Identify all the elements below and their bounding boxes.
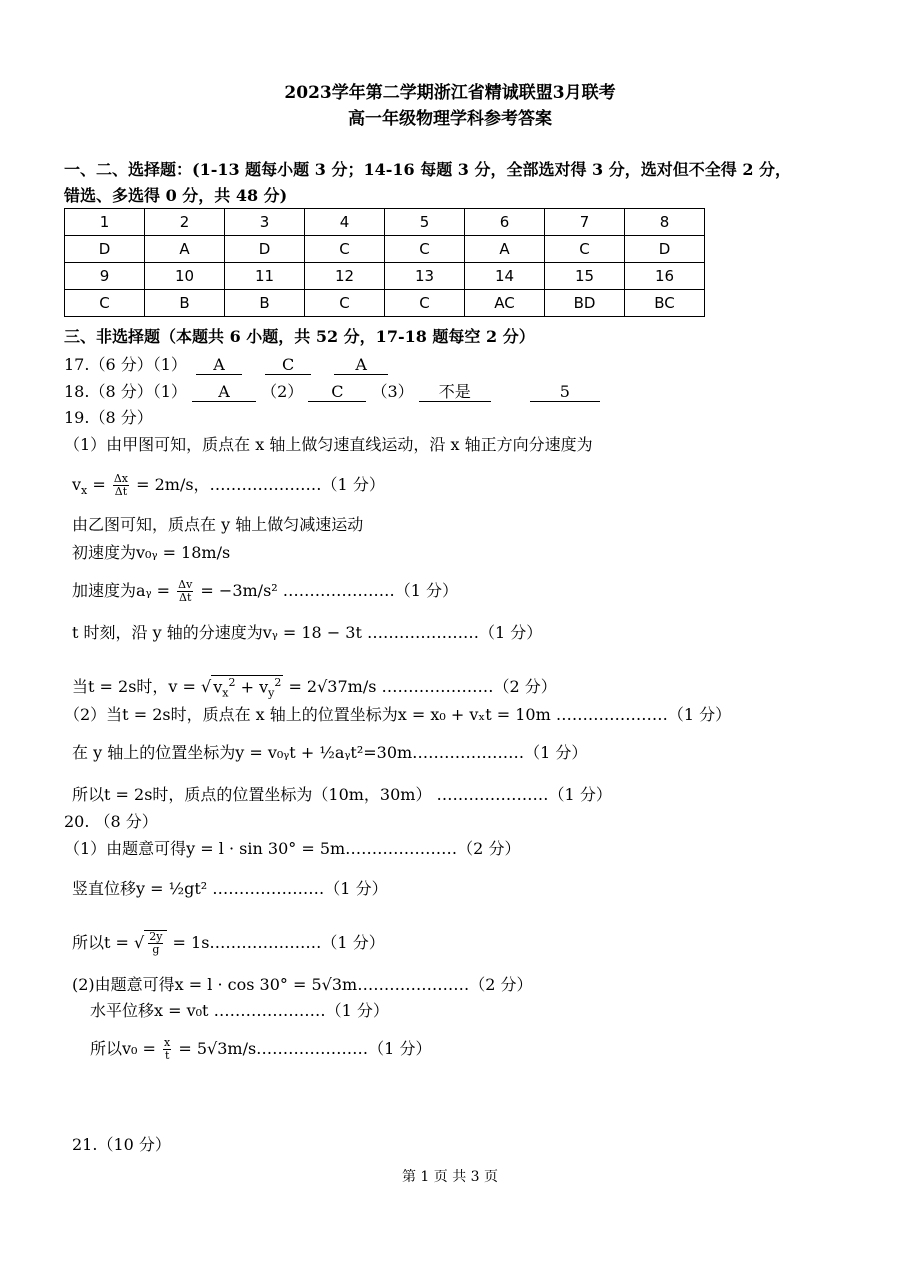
table-cell: B [145, 290, 225, 317]
q20-line-6-head: 所以v₀ = [90, 1039, 156, 1058]
q19-label: 19.（8 分） [64, 408, 153, 427]
table-cell: 10 [145, 263, 225, 290]
answer-table [64, 208, 705, 317]
section1-heading-line1: 一、二、选择题：(1-13 题每小题 3 分；14-16 每题 3 分，全部选对得 3 分，选对但不全得 2 分， [64, 160, 792, 179]
q20-line-2: 竖直位移y = ½gt² …………………（1 分） [72, 879, 388, 898]
fraction-dx-dt: $\frac{\Delta x}{\Delta t}$ [113, 472, 129, 498]
table-cell: 5 [385, 209, 465, 236]
section3-heading: 三、非选择题（本题共 6 小题，共 52 分，17-18 题每空 2 分） [64, 327, 535, 346]
table-cell: 14 [465, 263, 545, 290]
table-cell: 6 [465, 209, 545, 236]
q19-line-7 [72, 674, 557, 699]
table-row [65, 209, 705, 236]
q19-line-1: （1）由甲图可知，质点在 x 轴上做匀速直线运动，沿 x 轴正方向分速度为 [64, 435, 593, 454]
q19-line-6: t 时刻，沿 y 轴的分速度为vᵧ = 18 − 3t …………………（1 分） [72, 623, 543, 642]
sqrt-2y-g: √ $\frac{2y}{g}$ [134, 933, 167, 952]
q20-line-3-tail: = 1s…………………（1 分） [172, 933, 385, 952]
table-cell: 11 [225, 263, 305, 290]
q21-label: 21.（10 分） [72, 1135, 171, 1154]
q19-line-5-head: 加速度为aᵧ = [72, 581, 171, 600]
q17-answer-1: A [196, 356, 242, 375]
q18-line [64, 379, 600, 402]
table-cell: D [225, 236, 305, 263]
table-cell: 9 [65, 263, 145, 290]
section1-heading-line2: 错选、多选得 0 分，共 48 分) [64, 186, 288, 205]
fraction-x-t: $\frac{x}{t}$ [164, 1036, 171, 1062]
q20-line-6 [90, 1036, 431, 1062]
table-row [65, 290, 705, 317]
table-row [65, 236, 705, 263]
q19-line-7-head: 当t = 2s时，v = [72, 677, 196, 696]
sqrt-vx-vy: √ $v_x^2 + v_y^2$ [201, 675, 282, 700]
table-cell: BC [625, 290, 705, 317]
q18-answer-4: 5 [530, 383, 600, 402]
q18-label: 18.（8 分）（1） [64, 382, 187, 401]
table-cell: 8 [625, 209, 705, 236]
table-cell: C [385, 290, 465, 317]
table-cell: D [65, 236, 145, 263]
q17-answer-2: C [265, 356, 311, 375]
table-cell: 16 [625, 263, 705, 290]
table-cell: 7 [545, 209, 625, 236]
q18-answer-3: 不是 [419, 383, 491, 402]
page-number: 第 1 页 共 3 页 [401, 1169, 499, 1185]
q19-line-7-tail: = 2√37m/s …………………（2 分） [288, 677, 557, 696]
table-cell: C [545, 236, 625, 263]
q19-line-5 [72, 578, 458, 604]
page-subtitle: 高一年级物理学科参考答案 [348, 109, 552, 129]
table-cell: C [305, 236, 385, 263]
q19-line-9: 在 y 轴上的位置坐标为y = v₀ᵧt + ½aᵧt²=30m…………………（1 分） [72, 743, 588, 762]
q19-line-2 [72, 472, 385, 498]
table-cell: C [385, 236, 465, 263]
q19-line-10: 所以t = 2s时，质点的位置坐标为（10m，30m） …………………（1 分） [72, 785, 612, 804]
q17-line [64, 352, 388, 375]
table-cell: 12 [305, 263, 385, 290]
table-cell: C [305, 290, 385, 317]
table-cell: A [145, 236, 225, 263]
q19-line-8: （2）当t = 2s时，质点在 x 轴上的位置坐标为x = x₀ + vₓt = 10m …………………（1 分） [64, 705, 732, 724]
q19-line-4: 初速度为v₀ᵧ = 18m/s [72, 543, 231, 562]
q20-line-3 [72, 930, 385, 956]
table-cell: 4 [305, 209, 385, 236]
table-cell: B [225, 290, 305, 317]
q18-part2-label: （2） [261, 382, 304, 401]
page-title: 2023学年第二学期浙江省精诚联盟3月联考 [284, 83, 616, 103]
table-cell: 2 [145, 209, 225, 236]
q19-line-5-tail: = −3m/s² …………………（1 分） [200, 581, 459, 600]
q19-line-2-text: = 2m/s，…………………（1 分） [136, 475, 385, 494]
q20-line-3-head: 所以t = [72, 933, 129, 952]
table-cell: A [465, 236, 545, 263]
q20-line-5: 水平位移x = v₀t …………………（1 分） [90, 1001, 389, 1020]
q17-label: 17.（6 分）（1） [64, 355, 187, 374]
table-cell: 15 [545, 263, 625, 290]
table-cell: 3 [225, 209, 305, 236]
q19-line-3: 由乙图可知，质点在 y 轴上做匀减速运动 [72, 515, 364, 534]
q18-part3-label: （3） [371, 382, 414, 401]
table-cell: AC [465, 290, 545, 317]
q17-answer-3: A [334, 356, 388, 375]
vx-symbol: $v_x$ = [72, 475, 106, 498]
q20-line-6-tail: = 5√3m/s…………………（1 分） [178, 1039, 432, 1058]
q18-answer-2: C [308, 383, 366, 402]
table-cell: D [625, 236, 705, 263]
table-cell: 13 [385, 263, 465, 290]
table-row [65, 263, 705, 290]
table-cell: C [65, 290, 145, 317]
table-cell: BD [545, 290, 625, 317]
q20-label: 20. （8 分） [64, 812, 158, 831]
q18-answer-1: A [192, 383, 256, 402]
q20-line-4: (2)由题意可得x = l · cos 30° = 5√3m…………………（2 分） [72, 975, 533, 994]
q20-line-1: （1）由题意可得y = l · sin 30° = 5m…………………（2 分） [64, 839, 521, 858]
fraction-dv-dt: $\frac{\Delta v}{\Delta t}$ [178, 578, 193, 604]
table-cell: 1 [65, 209, 145, 236]
